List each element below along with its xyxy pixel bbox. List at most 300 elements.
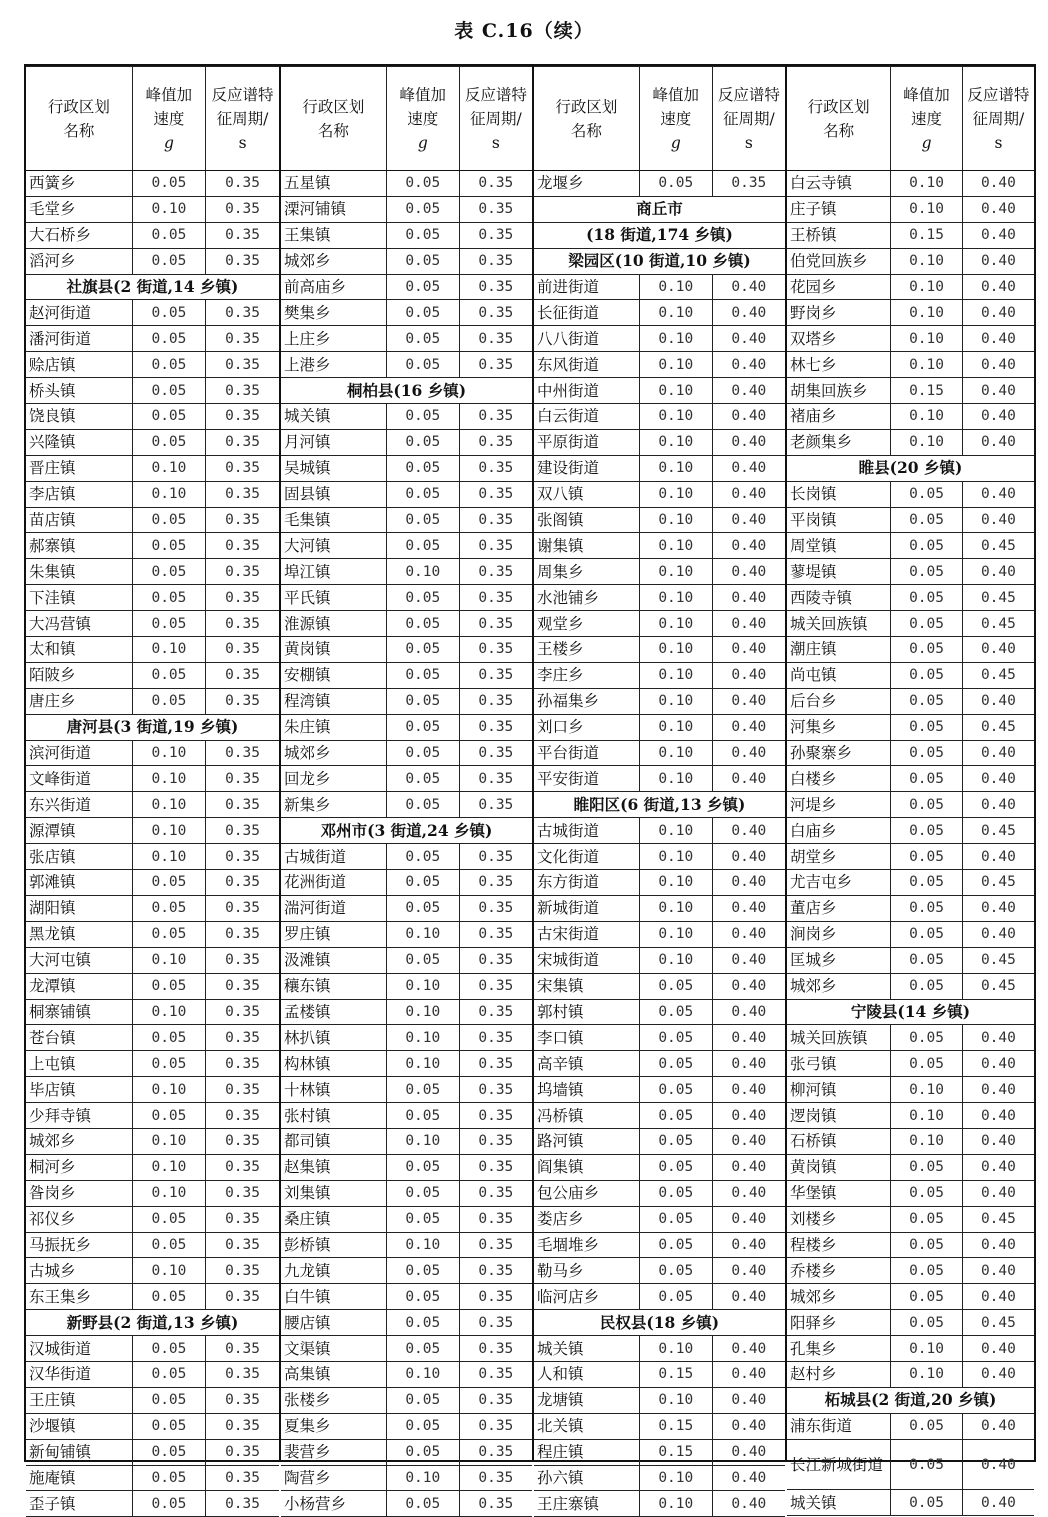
peak-acceleration: 0.05 [386, 222, 459, 248]
peak-acceleration: 0.10 [386, 1025, 459, 1051]
peak-acceleration: 0.05 [891, 1025, 963, 1051]
table-row [26, 196, 279, 222]
characteristic-period: 0.40 [962, 1439, 1034, 1490]
characteristic-period: 0.40 [712, 637, 785, 663]
region-name: 罗庄镇 [281, 921, 386, 947]
characteristic-period: 0.35 [206, 1232, 279, 1258]
region-name: 高辛镇 [534, 1051, 639, 1077]
characteristic-period: 0.35 [206, 870, 279, 896]
peak-acceleration: 0.05 [386, 533, 459, 559]
region-name: 樊集乡 [281, 300, 386, 326]
table-row [787, 688, 1034, 714]
characteristic-period: 0.35 [459, 1232, 532, 1258]
table-row [26, 1154, 279, 1180]
region-name: 古城乡 [26, 1258, 132, 1284]
characteristic-period: 0.35 [459, 1361, 532, 1387]
characteristic-period: 0.35 [206, 973, 279, 999]
peak-acceleration: 0.10 [132, 1077, 205, 1103]
group-header-row [26, 714, 279, 740]
region-name: 平岗镇 [787, 507, 891, 533]
region-name: 胡堂乡 [787, 844, 891, 870]
header-period-label: 反应谱特征周期/ [464, 85, 527, 128]
region-name: 宋集镇 [534, 973, 639, 999]
peak-acceleration: 0.10 [639, 740, 712, 766]
peak-acceleration: 0.05 [891, 1232, 963, 1258]
region-name: 程庄镇 [534, 1439, 639, 1465]
characteristic-period: 0.40 [712, 1413, 785, 1439]
region-name: 上庄乡 [281, 326, 386, 352]
peak-acceleration: 0.10 [639, 533, 712, 559]
table-row [787, 1025, 1034, 1051]
peak-acceleration: 0.10 [386, 973, 459, 999]
characteristic-period: 0.35 [459, 1128, 532, 1154]
characteristic-period: 0.45 [962, 870, 1034, 896]
characteristic-period: 0.40 [712, 455, 785, 481]
table-row [534, 921, 785, 947]
seismic-table [281, 66, 532, 1517]
region-name: 昝岗乡 [26, 1180, 132, 1206]
characteristic-period: 0.35 [459, 429, 532, 455]
region-name: 城郊乡 [787, 973, 891, 999]
table-row [281, 870, 532, 896]
region-name: 王楼乡 [534, 637, 639, 663]
region-name: 高集镇 [281, 1361, 386, 1387]
table-row [26, 1387, 279, 1413]
peak-acceleration: 0.10 [132, 1128, 205, 1154]
characteristic-period: 0.45 [962, 1310, 1034, 1336]
group-header-row [281, 378, 532, 404]
table-row [534, 973, 785, 999]
header-peak [639, 67, 712, 171]
region-name: 上港乡 [281, 352, 386, 378]
region-name: 建设街道 [534, 455, 639, 481]
characteristic-period: 0.40 [712, 611, 785, 637]
characteristic-period: 0.35 [459, 404, 532, 430]
region-name: 张弓镇 [787, 1051, 891, 1077]
peak-acceleration: 0.05 [132, 378, 205, 404]
region-name: 白云寺镇 [787, 171, 891, 197]
peak-acceleration: 0.05 [132, 662, 205, 688]
region-name: 八八街道 [534, 326, 639, 352]
region-name: 柳河镇 [787, 1077, 891, 1103]
peak-acceleration: 0.10 [132, 740, 205, 766]
characteristic-period: 0.40 [962, 1232, 1034, 1258]
region-name: 十林镇 [281, 1077, 386, 1103]
table-row [787, 895, 1034, 921]
table-row [787, 792, 1034, 818]
table-row [281, 352, 532, 378]
characteristic-period: 0.35 [459, 222, 532, 248]
region-name: 后台乡 [787, 688, 891, 714]
characteristic-period: 0.40 [712, 533, 785, 559]
peak-acceleration: 0.05 [386, 326, 459, 352]
table-row [26, 947, 279, 973]
group-title: 宁陵县(14 乡镇) [787, 999, 1034, 1025]
peak-acceleration: 0.10 [132, 1180, 205, 1206]
characteristic-period: 0.40 [962, 844, 1034, 870]
peak-acceleration: 0.05 [132, 352, 205, 378]
peak-acceleration: 0.05 [891, 1439, 963, 1490]
peak-acceleration: 0.05 [639, 1284, 712, 1310]
peak-acceleration: 0.05 [891, 947, 963, 973]
peak-acceleration: 0.05 [639, 1180, 712, 1206]
peak-acceleration: 0.05 [132, 1206, 205, 1232]
table-row [787, 300, 1034, 326]
region-name: 黄岗镇 [787, 1154, 891, 1180]
characteristic-period: 0.35 [206, 1154, 279, 1180]
group-header-row [534, 248, 785, 274]
peak-acceleration: 0.05 [891, 481, 963, 507]
table-row [26, 999, 279, 1025]
peak-acceleration: 0.05 [386, 481, 459, 507]
characteristic-period: 0.40 [962, 1128, 1034, 1154]
region-name: 上屯镇 [26, 1051, 132, 1077]
characteristic-period: 0.35 [206, 921, 279, 947]
characteristic-period: 0.40 [712, 1232, 785, 1258]
table-row [534, 818, 785, 844]
peak-acceleration: 0.10 [132, 818, 205, 844]
characteristic-period: 0.40 [962, 378, 1034, 404]
characteristic-period: 0.35 [459, 1206, 532, 1232]
region-name: 前进街道 [534, 274, 639, 300]
peak-acceleration: 0.05 [132, 300, 205, 326]
characteristic-period: 0.35 [206, 1284, 279, 1310]
peak-acceleration: 0.05 [891, 507, 963, 533]
characteristic-period: 0.40 [712, 507, 785, 533]
characteristic-period: 0.40 [962, 1284, 1034, 1310]
table-row [534, 1491, 785, 1517]
characteristic-period: 0.35 [206, 429, 279, 455]
region-name: 刘口乡 [534, 714, 639, 740]
region-name: 长江新城街道 [787, 1439, 891, 1490]
peak-acceleration: 0.05 [132, 248, 205, 274]
group-header-row [787, 1387, 1034, 1413]
characteristic-period: 0.35 [206, 404, 279, 430]
table-row [26, 248, 279, 274]
region-name: 东方街道 [534, 870, 639, 896]
table-row [534, 1077, 785, 1103]
characteristic-period: 0.40 [712, 1465, 785, 1491]
table-row [281, 1439, 532, 1465]
peak-acceleration: 0.05 [132, 1336, 205, 1362]
peak-acceleration: 0.05 [891, 637, 963, 663]
peak-acceleration: 0.05 [132, 1025, 205, 1051]
peak-acceleration: 0.05 [386, 714, 459, 740]
peak-acceleration: 0.05 [386, 300, 459, 326]
table-row [26, 688, 279, 714]
peak-acceleration: 0.05 [639, 171, 712, 197]
region-name: 沙堰镇 [26, 1413, 132, 1439]
peak-acceleration: 0.05 [386, 792, 459, 818]
characteristic-period: 0.35 [206, 844, 279, 870]
characteristic-period: 0.40 [962, 274, 1034, 300]
characteristic-period: 0.35 [206, 222, 279, 248]
region-name: 九龙镇 [281, 1258, 386, 1284]
peak-acceleration: 0.10 [639, 352, 712, 378]
region-name: 路河镇 [534, 1128, 639, 1154]
characteristic-period: 0.35 [206, 688, 279, 714]
peak-acceleration: 0.05 [891, 766, 963, 792]
characteristic-period: 0.35 [206, 818, 279, 844]
region-name: 王桥镇 [787, 222, 891, 248]
characteristic-period: 0.45 [962, 973, 1034, 999]
region-name: 唐庄乡 [26, 688, 132, 714]
region-name: 郭滩镇 [26, 870, 132, 896]
table-row [26, 740, 279, 766]
table-row [281, 585, 532, 611]
characteristic-period: 0.35 [459, 921, 532, 947]
peak-acceleration: 0.10 [891, 1128, 963, 1154]
table-row [281, 895, 532, 921]
table-row [26, 1336, 279, 1362]
region-name: 夏集乡 [281, 1413, 386, 1439]
characteristic-period: 0.35 [206, 171, 279, 197]
table-row [281, 1361, 532, 1387]
table-row [787, 1310, 1034, 1336]
characteristic-period: 0.35 [459, 1439, 532, 1465]
header-period-unit: s [744, 133, 753, 152]
table-column-block [279, 66, 532, 1513]
characteristic-period: 0.40 [712, 662, 785, 688]
table-row [281, 1336, 532, 1362]
characteristic-period: 0.40 [962, 352, 1034, 378]
table-row [26, 637, 279, 663]
characteristic-period: 0.40 [962, 300, 1034, 326]
peak-acceleration: 0.10 [639, 870, 712, 896]
characteristic-period: 0.35 [459, 870, 532, 896]
region-name: 尚屯镇 [787, 662, 891, 688]
peak-acceleration: 0.05 [386, 611, 459, 637]
header-peak-unit: g [417, 133, 428, 152]
region-name: 华堡镇 [787, 1180, 891, 1206]
table-row [534, 507, 785, 533]
characteristic-period: 0.35 [206, 1465, 279, 1491]
peak-acceleration: 0.05 [639, 1128, 712, 1154]
peak-acceleration: 0.05 [386, 1103, 459, 1129]
region-name: 龙堰乡 [534, 171, 639, 197]
characteristic-period: 0.40 [712, 1206, 785, 1232]
region-name: 文化街道 [534, 844, 639, 870]
table-row [26, 973, 279, 999]
characteristic-period: 0.35 [459, 766, 532, 792]
peak-acceleration: 0.10 [132, 766, 205, 792]
group-title: (18 街道,174 乡镇) [534, 222, 785, 248]
peak-acceleration: 0.05 [639, 1154, 712, 1180]
peak-acceleration: 0.10 [639, 818, 712, 844]
characteristic-period: 0.40 [712, 1336, 785, 1362]
group-header-row [281, 818, 532, 844]
peak-acceleration: 0.05 [132, 870, 205, 896]
characteristic-period: 0.40 [712, 274, 785, 300]
characteristic-period: 0.35 [459, 326, 532, 352]
table-row [26, 792, 279, 818]
peak-acceleration: 0.10 [132, 1154, 205, 1180]
region-name: 蓼堤镇 [787, 559, 891, 585]
peak-acceleration: 0.05 [891, 1413, 963, 1439]
region-name: 花园乡 [787, 274, 891, 300]
region-name: 李口镇 [534, 1025, 639, 1051]
table-row [787, 1128, 1034, 1154]
peak-acceleration: 0.10 [639, 1491, 712, 1517]
characteristic-period: 0.45 [962, 818, 1034, 844]
region-name: 西陵寺镇 [787, 585, 891, 611]
peak-acceleration: 0.10 [639, 1336, 712, 1362]
table-row [534, 870, 785, 896]
characteristic-period: 0.40 [712, 870, 785, 896]
characteristic-period: 0.35 [459, 714, 532, 740]
table-row [26, 662, 279, 688]
region-name: 孙聚寨乡 [787, 740, 891, 766]
characteristic-period: 0.40 [712, 688, 785, 714]
header-peak [132, 67, 205, 171]
peak-acceleration: 0.05 [132, 507, 205, 533]
region-name: 阎集镇 [534, 1154, 639, 1180]
region-name: 回龙乡 [281, 766, 386, 792]
characteristic-period: 0.35 [206, 1491, 279, 1517]
region-name: 古城街道 [281, 844, 386, 870]
characteristic-period: 0.40 [962, 326, 1034, 352]
region-name: 歪子镇 [26, 1491, 132, 1517]
table-row [534, 895, 785, 921]
peak-acceleration: 0.05 [132, 326, 205, 352]
characteristic-period: 0.40 [962, 559, 1034, 585]
table-row [534, 688, 785, 714]
peak-acceleration: 0.05 [132, 222, 205, 248]
characteristic-period: 0.40 [962, 248, 1034, 274]
peak-acceleration: 0.05 [386, 507, 459, 533]
peak-acceleration: 0.05 [132, 1413, 205, 1439]
group-header-row [787, 999, 1034, 1025]
region-name: 董店乡 [787, 895, 891, 921]
region-name: 赊店镇 [26, 352, 132, 378]
region-name: 少拜寺镇 [26, 1103, 132, 1129]
peak-acceleration: 0.05 [891, 740, 963, 766]
peak-acceleration: 0.05 [891, 1258, 963, 1284]
region-name: 冯桥镇 [534, 1103, 639, 1129]
peak-acceleration: 0.10 [639, 895, 712, 921]
table-row [787, 973, 1034, 999]
table-row [787, 222, 1034, 248]
characteristic-period: 0.35 [459, 248, 532, 274]
region-name: 穰东镇 [281, 973, 386, 999]
table-row [787, 1154, 1034, 1180]
table-header-row [534, 67, 785, 171]
table-row [787, 766, 1034, 792]
table-row [787, 1180, 1034, 1206]
table-row [26, 1232, 279, 1258]
peak-acceleration: 0.10 [891, 196, 963, 222]
characteristic-period: 0.35 [206, 585, 279, 611]
peak-acceleration: 0.05 [386, 274, 459, 300]
region-name: 汲滩镇 [281, 947, 386, 973]
table-row [787, 662, 1034, 688]
peak-acceleration: 0.10 [132, 1258, 205, 1284]
characteristic-period: 0.35 [206, 533, 279, 559]
characteristic-period: 0.35 [459, 1258, 532, 1284]
region-name: 城郊乡 [26, 1128, 132, 1154]
peak-acceleration: 0.05 [132, 533, 205, 559]
peak-acceleration: 0.05 [891, 611, 963, 637]
peak-acceleration: 0.10 [132, 947, 205, 973]
table-row [26, 300, 279, 326]
table-row [281, 274, 532, 300]
characteristic-period: 0.35 [459, 1025, 532, 1051]
table-row [787, 248, 1034, 274]
header-name: 行政区划名称 [281, 67, 386, 171]
peak-acceleration: 0.10 [891, 1103, 963, 1129]
characteristic-period: 0.35 [459, 844, 532, 870]
region-name: 包公庙乡 [534, 1180, 639, 1206]
region-name: 彭桥镇 [281, 1232, 386, 1258]
peak-acceleration: 0.05 [639, 999, 712, 1025]
region-name: 五星镇 [281, 171, 386, 197]
characteristic-period: 0.35 [459, 1387, 532, 1413]
characteristic-period: 0.40 [712, 714, 785, 740]
table-row [281, 1051, 532, 1077]
table-row [787, 507, 1034, 533]
peak-acceleration: 0.05 [891, 559, 963, 585]
group-header-row [534, 1310, 785, 1336]
characteristic-period: 0.40 [962, 1336, 1034, 1362]
peak-acceleration: 0.05 [132, 1361, 205, 1387]
table-row [281, 196, 532, 222]
region-name: 林七乡 [787, 352, 891, 378]
group-title: 柘城县(2 街道,20 乡镇) [787, 1387, 1034, 1413]
characteristic-period: 0.35 [206, 1439, 279, 1465]
peak-acceleration: 0.10 [639, 507, 712, 533]
region-name: 程湾镇 [281, 688, 386, 714]
table-row [281, 740, 532, 766]
table-row [534, 481, 785, 507]
region-name: 陶营乡 [281, 1465, 386, 1491]
peak-acceleration: 0.05 [891, 1051, 963, 1077]
characteristic-period: 0.35 [206, 1128, 279, 1154]
peak-acceleration: 0.05 [132, 973, 205, 999]
characteristic-period: 0.35 [206, 196, 279, 222]
region-name: 毕店镇 [26, 1077, 132, 1103]
table-row [26, 1361, 279, 1387]
characteristic-period: 0.35 [459, 688, 532, 714]
region-name: 桥头镇 [26, 378, 132, 404]
table-row [281, 455, 532, 481]
table-row [281, 1465, 532, 1491]
table-row [26, 818, 279, 844]
region-name: 城郊乡 [787, 1284, 891, 1310]
table-row [281, 481, 532, 507]
region-name: 勒马乡 [534, 1258, 639, 1284]
table-row [26, 404, 279, 430]
peak-acceleration: 0.05 [386, 455, 459, 481]
peak-acceleration: 0.10 [639, 326, 712, 352]
table-row [534, 1465, 785, 1491]
characteristic-period: 0.40 [962, 481, 1034, 507]
header-peak-label: 峰值加速度 [399, 85, 447, 128]
table-row [787, 1103, 1034, 1129]
table-row [787, 1336, 1034, 1362]
header-period-unit: s [994, 133, 1003, 152]
table-row [534, 429, 785, 455]
characteristic-period: 0.35 [206, 1413, 279, 1439]
table-row [26, 481, 279, 507]
table-row [26, 1103, 279, 1129]
table-frame [24, 64, 1036, 1513]
table-row [281, 222, 532, 248]
table-row [787, 637, 1034, 663]
characteristic-period: 0.35 [459, 973, 532, 999]
peak-acceleration: 0.10 [639, 378, 712, 404]
characteristic-period: 0.35 [206, 1361, 279, 1387]
peak-acceleration: 0.10 [639, 300, 712, 326]
